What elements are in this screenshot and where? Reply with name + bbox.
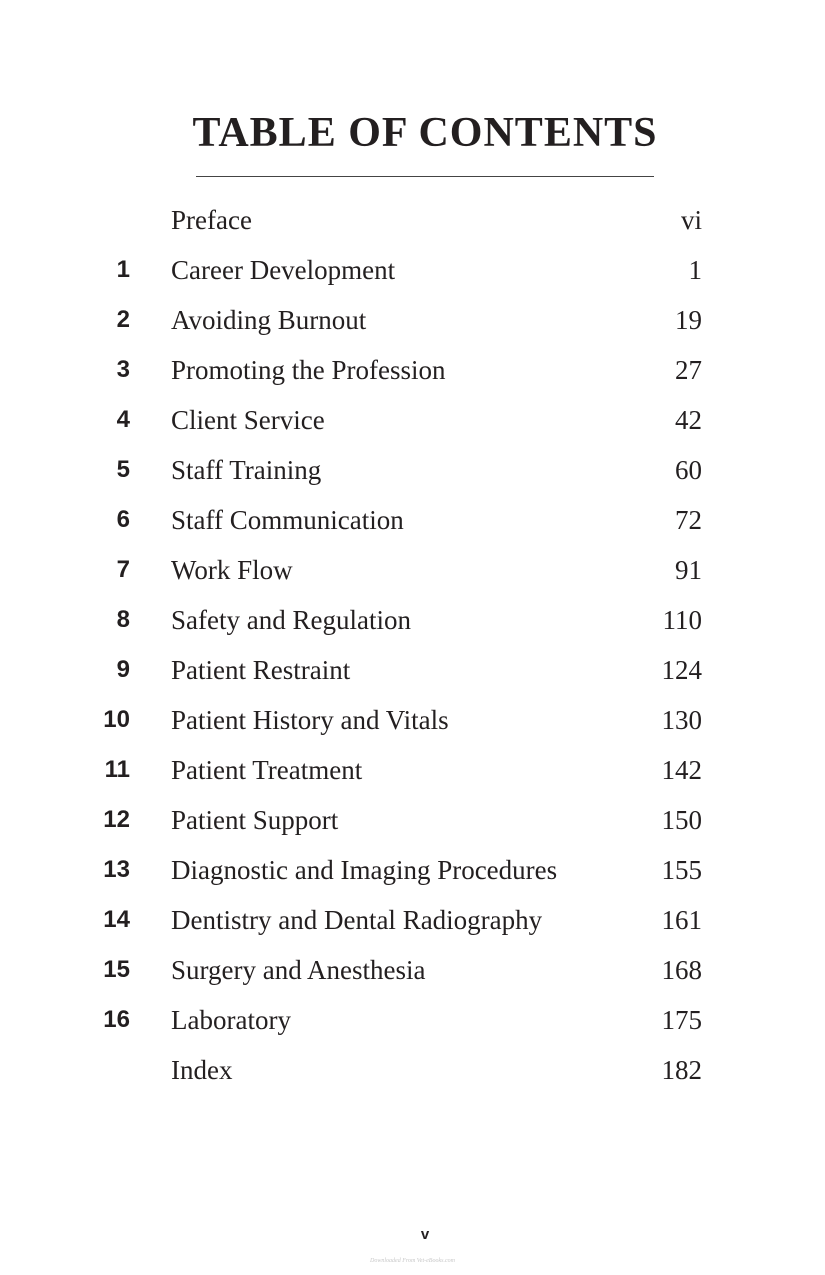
- chapter-number: 14: [103, 906, 130, 933]
- watermark-text: Downloaded From Vet-eBooks.com: [370, 1258, 455, 1264]
- chapter-number: 11: [104, 756, 130, 783]
- chapter-number: 6: [116, 506, 130, 533]
- toc-entry[interactable]: [0, 995, 825, 1045]
- toc-entry[interactable]: [0, 745, 825, 795]
- chapter-title: Patient Support: [171, 805, 339, 835]
- page-reference: 150: [661, 805, 702, 835]
- page-title: TABLE OF CONTENTS: [192, 110, 658, 156]
- toc-entry[interactable]: [0, 595, 825, 645]
- toc-entry[interactable]: [0, 195, 825, 245]
- page-reference: 60: [675, 455, 702, 485]
- page-reference: 27: [675, 355, 702, 385]
- page-reference: 130: [661, 705, 702, 735]
- chapter-number: 10: [103, 706, 130, 733]
- toc-entry[interactable]: [0, 845, 825, 895]
- chapter-number: 3: [116, 356, 130, 383]
- chapter-number: 16: [103, 1006, 130, 1033]
- chapter-number: 1: [116, 256, 130, 283]
- toc-entry[interactable]: [0, 795, 825, 845]
- page-reference: 19: [675, 305, 702, 335]
- page-reference: 110: [662, 605, 702, 635]
- chapter-number: 9: [116, 656, 130, 683]
- chapter-title: Laboratory: [171, 1005, 291, 1035]
- toc-entry[interactable]: [0, 295, 825, 345]
- chapter-title: Dentistry and Dental Radiography: [171, 905, 543, 935]
- page-reference: 155: [661, 855, 702, 885]
- chapter-number: 2: [116, 306, 130, 333]
- chapter-title: Career Development: [171, 255, 396, 285]
- toc-entry[interactable]: [0, 345, 825, 395]
- chapter-title: Preface: [171, 205, 252, 235]
- chapter-title: Patient Treatment: [171, 755, 363, 785]
- toc-list: [0, 195, 825, 1095]
- toc-entry[interactable]: [0, 445, 825, 495]
- page-reference: 1: [688, 255, 702, 285]
- chapter-number: 15: [103, 956, 130, 983]
- page-reference: 42: [675, 405, 702, 435]
- page-reference: 91: [675, 555, 702, 585]
- chapter-number: 4: [116, 406, 130, 433]
- title-divider: [196, 176, 654, 177]
- chapter-title: Index: [171, 1055, 233, 1085]
- page-reference: 161: [661, 905, 702, 935]
- toc-entry[interactable]: [0, 545, 825, 595]
- chapter-number: 5: [116, 456, 130, 483]
- toc-entry[interactable]: [0, 245, 825, 295]
- toc-entry[interactable]: [0, 895, 825, 945]
- toc-entry[interactable]: [0, 695, 825, 745]
- chapter-title: Safety and Regulation: [171, 605, 411, 635]
- chapter-number: 13: [103, 856, 130, 883]
- chapter-title: Patient Restraint: [171, 655, 351, 685]
- chapter-title: Diagnostic and Imaging Procedures: [171, 855, 558, 885]
- chapter-number: 8: [116, 606, 130, 633]
- page-reference: 72: [675, 505, 702, 535]
- toc-entry[interactable]: [0, 1045, 825, 1095]
- page-reference: vi: [680, 205, 702, 235]
- toc-entry[interactable]: [0, 645, 825, 695]
- chapter-title: Client Service: [171, 405, 325, 435]
- toc-entry[interactable]: [0, 495, 825, 545]
- page-number: v: [420, 1226, 430, 1243]
- page-reference: 124: [661, 655, 702, 685]
- chapter-number: 7: [116, 556, 130, 583]
- toc-entry[interactable]: [0, 395, 825, 445]
- chapter-title: Staff Training: [171, 455, 322, 485]
- page-reference: 168: [661, 955, 702, 985]
- chapter-title: Avoiding Burnout: [171, 305, 367, 335]
- chapter-title: Staff Communication: [171, 505, 404, 535]
- chapter-title: Patient History and Vitals: [171, 705, 449, 735]
- chapter-number: 12: [103, 806, 130, 833]
- chapter-title: Work Flow: [171, 555, 293, 585]
- page-reference: 182: [661, 1055, 702, 1085]
- page-reference: 142: [661, 755, 702, 785]
- chapter-title: Surgery and Anesthesia: [171, 955, 426, 985]
- chapter-title: Promoting the Profession: [171, 355, 446, 385]
- toc-entry[interactable]: [0, 945, 825, 995]
- page-reference: 175: [661, 1005, 702, 1035]
